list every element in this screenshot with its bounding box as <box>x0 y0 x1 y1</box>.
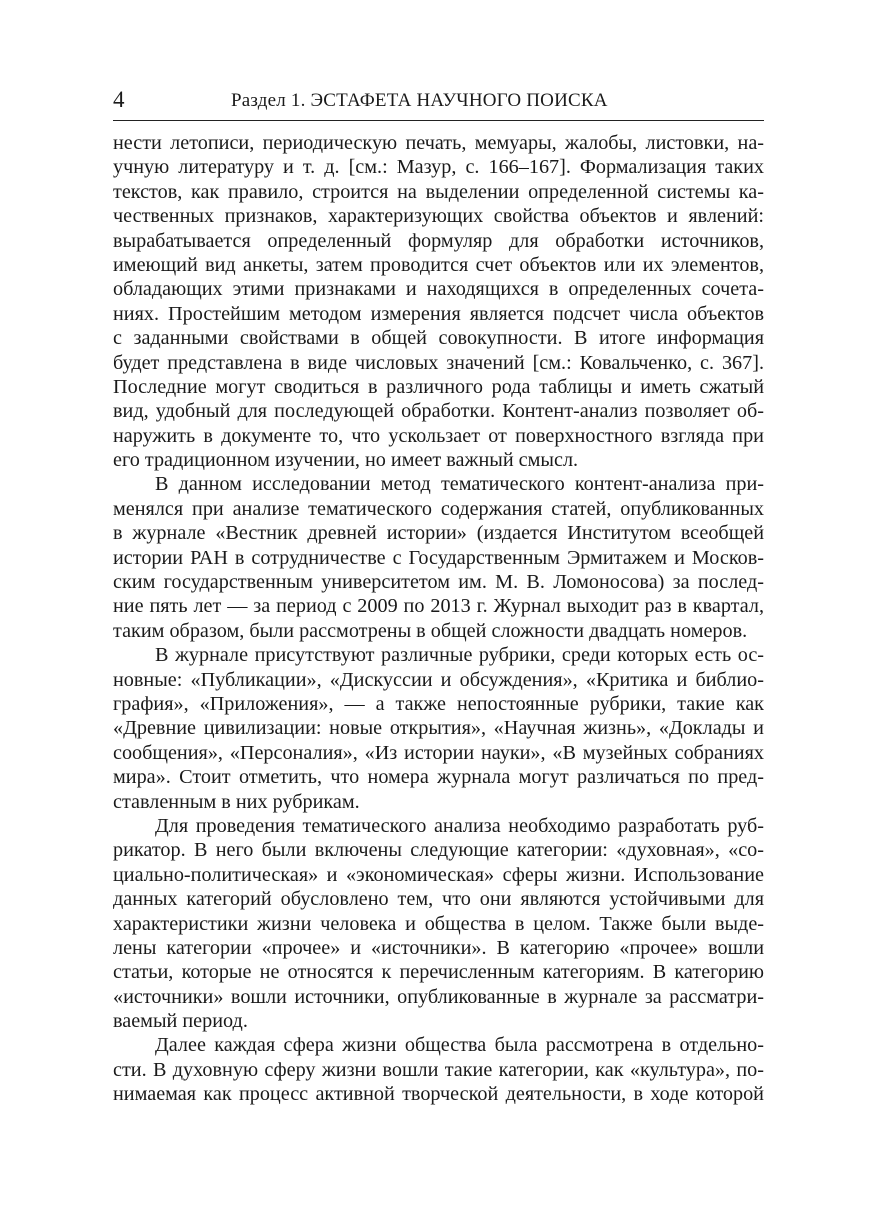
text-line: характеристики жизни человека и общества в целом. Также были выде- <box>113 912 764 935</box>
text-line: В данном исследовании метод тематического контент-анализа при- <box>155 473 764 496</box>
text-line: истории РАН в сотрудничестве с Государственным Эрмитажем и Москов- <box>113 546 764 569</box>
text-line: статьи, которые не относятся к перечисленным категориям. В категорию <box>113 961 764 984</box>
page-header <box>113 80 764 121</box>
text-line: Для проведения тематического анализа необходимо разработать руб- <box>155 814 764 837</box>
text-line: с заданными свойствами в общей совокупности. В итоге информация <box>113 327 764 350</box>
text-line: новные: «Публикации», «Дискуссии и обсуждения», «Критика и библио- <box>113 668 764 691</box>
text-line: ставленным в них рубрикам. <box>113 790 360 813</box>
text-line: ским государственным университетом им. М. В. Ломоносова) за послед- <box>113 571 764 594</box>
text-line: имеющий вид анкеты, затем проводится счет объектов или их элементов, <box>113 253 764 276</box>
text-line: сообщения», «Персоналия», «Из истории науки», «В музейных собраниях <box>113 741 764 764</box>
text-line: будет представлена в виде числовых значений [см.: Ковальченко, с. 367]. <box>113 351 764 374</box>
text-line: «источники» вошли источники, опубликованные в журнале за рассматри- <box>113 985 764 1008</box>
text-line: ниях. Простейшим методом измерения является подсчет числа объектов <box>113 302 764 325</box>
text-line: учную литературу и т. д. [см.: Мазур, с. 166–167]. Формализация таких <box>113 156 764 179</box>
text-line: обладающих этими признаками и находящихся в определенных сочета- <box>113 278 764 301</box>
text-line: циально-политическая» и «экономическая» сферы жизни. Использование <box>113 863 764 886</box>
text-line: вырабатывается определенный формуляр для обработки источников, <box>113 229 764 252</box>
text-line: Далее каждая сфера жизни общества была рассмотрена в отдельно- <box>155 1034 764 1057</box>
paragraph <box>113 643 764 814</box>
text-line: нести летописи, периодическую печать, мемуары, жалобы, листовки, на- <box>113 132 764 154</box>
text-line: в журнале «Вестник древней истории» (издается Институтом всеобщей <box>113 522 764 545</box>
text-line: графия», «Приложения», — а также непостоянные рубрики, такие как <box>113 692 764 715</box>
text-line: наружить в документе то, что ускользает от поверхностного взгляда при <box>113 424 764 447</box>
body-text <box>113 131 764 1107</box>
paragraph <box>113 472 764 643</box>
text-line: В журнале присутствуют различные рубрики, среди которых есть ос- <box>155 644 764 667</box>
text-line: его традиционном изучении, но имеет важный смысл. <box>113 449 579 472</box>
text-line: чественных признаков, характеризующих свойства объектов и явлений: <box>113 205 764 228</box>
text-line: ваемый период. <box>113 1010 248 1033</box>
text-line: вид, удобный для последующей обработки. Контент-анализ позволяет об- <box>113 400 764 423</box>
paragraph <box>113 131 764 472</box>
page-number: 4 <box>113 87 125 112</box>
text-line: рикатор. В него были включены следующие категории: «духовная», «со- <box>113 839 764 862</box>
text-line: ние пять лет — за период с 2009 по 2013 г. Журнал выходит раз в квартал, <box>113 595 764 618</box>
text-line: лены категории «прочее» и «источники». В категорию «прочее» вошли <box>113 936 764 959</box>
text-line: таким образом, были рассмотрены в общей сложности двадцать номеров. <box>113 619 748 642</box>
text-line: нимаемая как процесс активной творческой деятельности, в ходе которой <box>113 1083 764 1106</box>
text-line: мира». Стоит отметить, что номера журнала могут различаться по пред- <box>113 766 764 789</box>
paragraph <box>113 1033 764 1106</box>
text-line: менялся при анализе тематического содержания статей, опубликованных <box>113 497 764 520</box>
text-line: данных категорий обусловлено тем, что они являются устойчивыми для <box>113 888 764 911</box>
running-title: Раздел 1. ЭСТАФЕТА НАУЧНОГО ПОИСКА <box>231 90 608 111</box>
text-line: Последние могут сводиться в различного рода таблицы и иметь сжатый <box>113 375 764 398</box>
text-line: текстов, как правило, строится на выделении определенной системы ка- <box>113 180 764 203</box>
text-line: сти. В духовную сферу жизни вошли такие категории, как «культура», по- <box>113 1058 764 1081</box>
paragraph <box>113 814 764 1034</box>
document-page <box>113 80 764 1107</box>
text-line: «Древние цивилизации: новые открытия», «Научная жизнь», «Доклады и <box>113 717 764 740</box>
